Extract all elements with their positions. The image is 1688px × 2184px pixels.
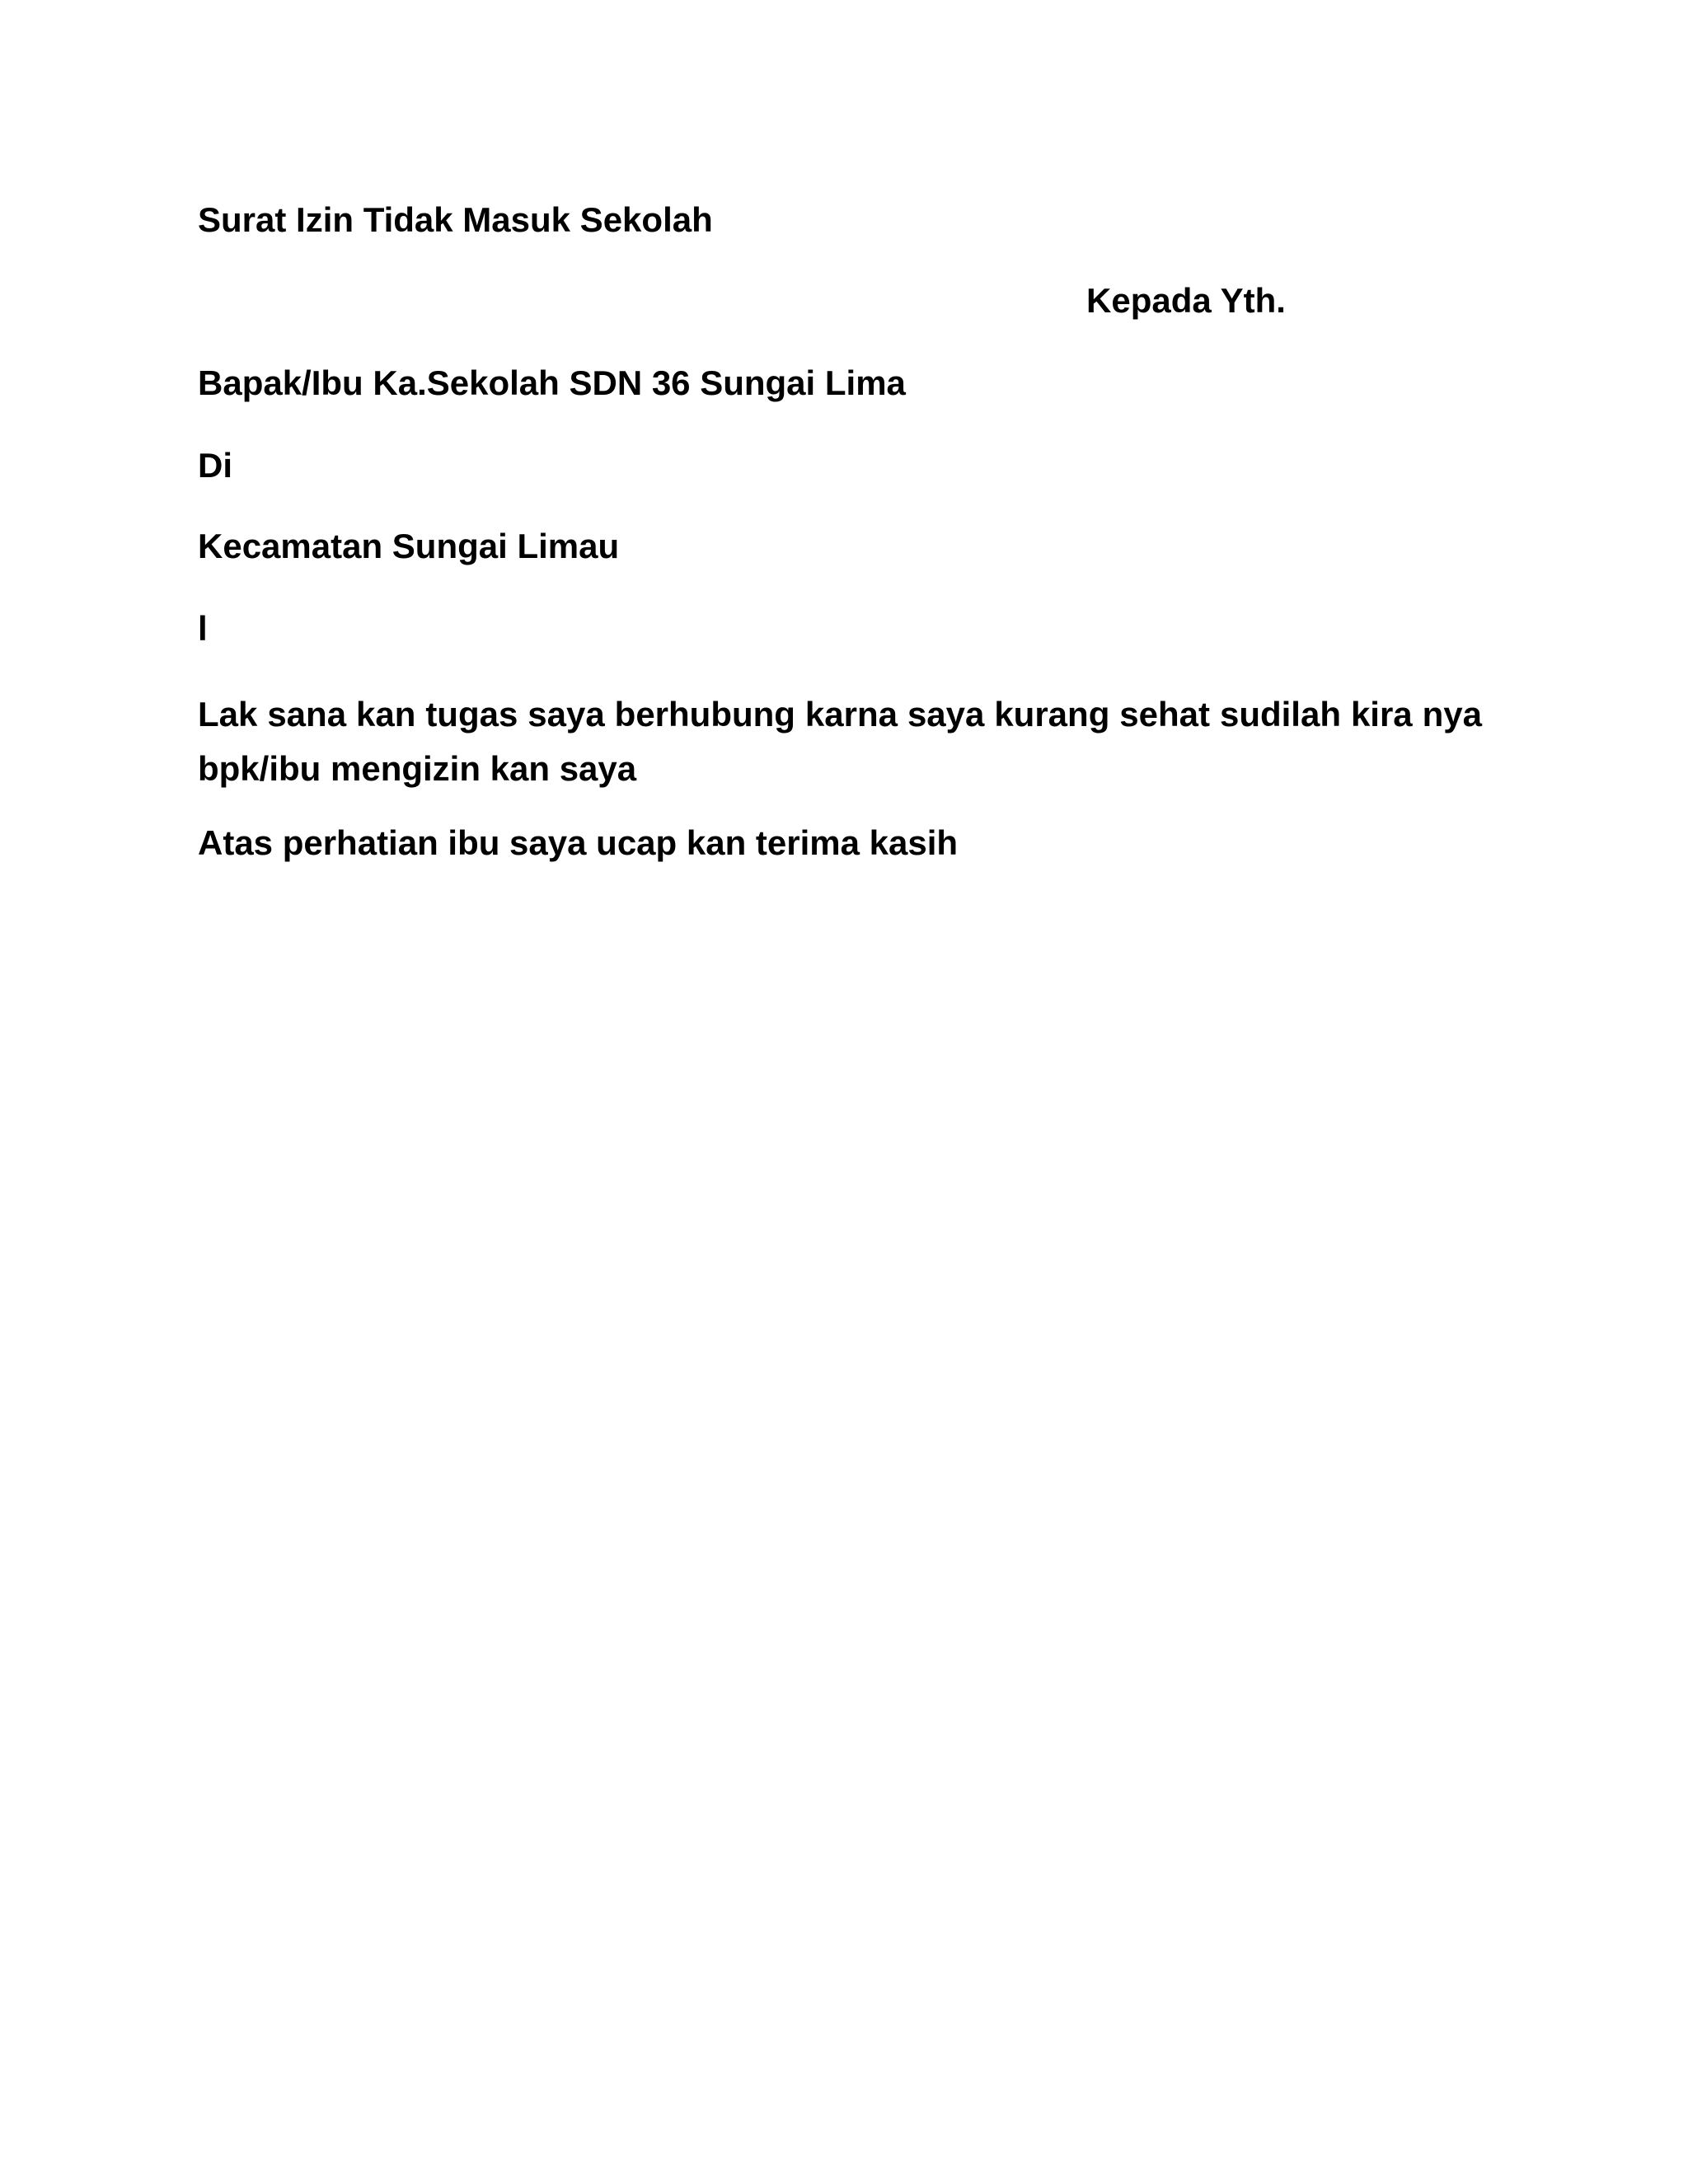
location-line: Kecamatan Sungai Limau (198, 527, 620, 565)
salutation: Kepada Yth. (1086, 281, 1286, 320)
recipient-line: Bapak/Ibu Ka.Sekolah SDN 36 Sungai Lima (198, 363, 906, 402)
body-paragraph: Lak sana kan tugas saya berhubung karna saya kurang sehat sudilah kira nya bpk/ibu mengizin kan saya (198, 695, 1482, 788)
stray-character: l (198, 609, 208, 648)
di-line: Di (198, 446, 232, 485)
closing-line: Atas perhatian ibu saya ucap kan terima kasih (198, 823, 959, 862)
letter-title: Surat Izin Tidak Masuk Sekolah (198, 200, 713, 239)
